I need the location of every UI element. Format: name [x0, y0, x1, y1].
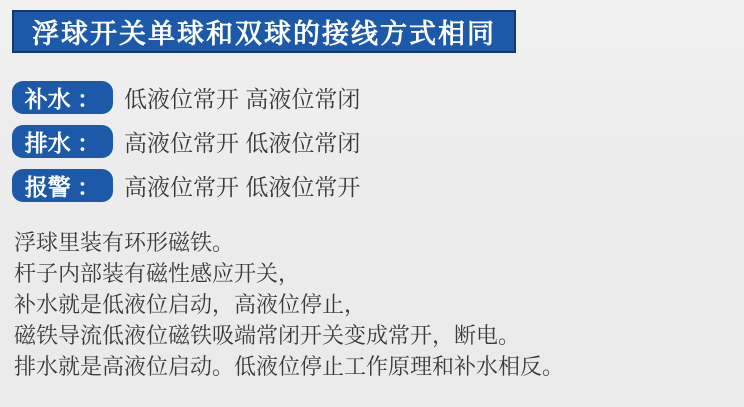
description-line: 浮球里装有环形磁铁。	[14, 230, 235, 255]
header-banner	[12, 10, 516, 53]
working-principle-description	[14, 227, 564, 382]
water-supply-badge: 补水 ：	[12, 81, 113, 114]
wiring-rules-list	[12, 81, 360, 202]
rule-row-water-supply	[12, 81, 360, 114]
alarm-rule-text: 高液位常开 低液位常开	[124, 174, 361, 200]
page-title: 浮球开关单球和双球的接线方式相同	[32, 19, 496, 49]
water-supply-rule-text: 低液位常开 高液位常闭	[124, 86, 361, 112]
description-line: 磁铁导流低液位磁铁吸端常闭开关变成常开，断电。	[14, 323, 521, 348]
description-line: 排水就是高液位启动。低液位停止工作原理和补水相反。	[14, 354, 565, 379]
drainage-rule-text: 高液位常开 低液位常闭	[124, 130, 361, 156]
rule-row-alarm	[12, 169, 360, 202]
description-line: 补水就是低液位启动，高液位停止，	[14, 292, 367, 317]
rule-row-drainage	[12, 125, 360, 158]
description-line: 杆子内部装有磁性感应开关，	[14, 261, 301, 286]
alarm-badge: 报警 ：	[12, 169, 113, 202]
drainage-badge: 排水 ：	[12, 125, 113, 158]
